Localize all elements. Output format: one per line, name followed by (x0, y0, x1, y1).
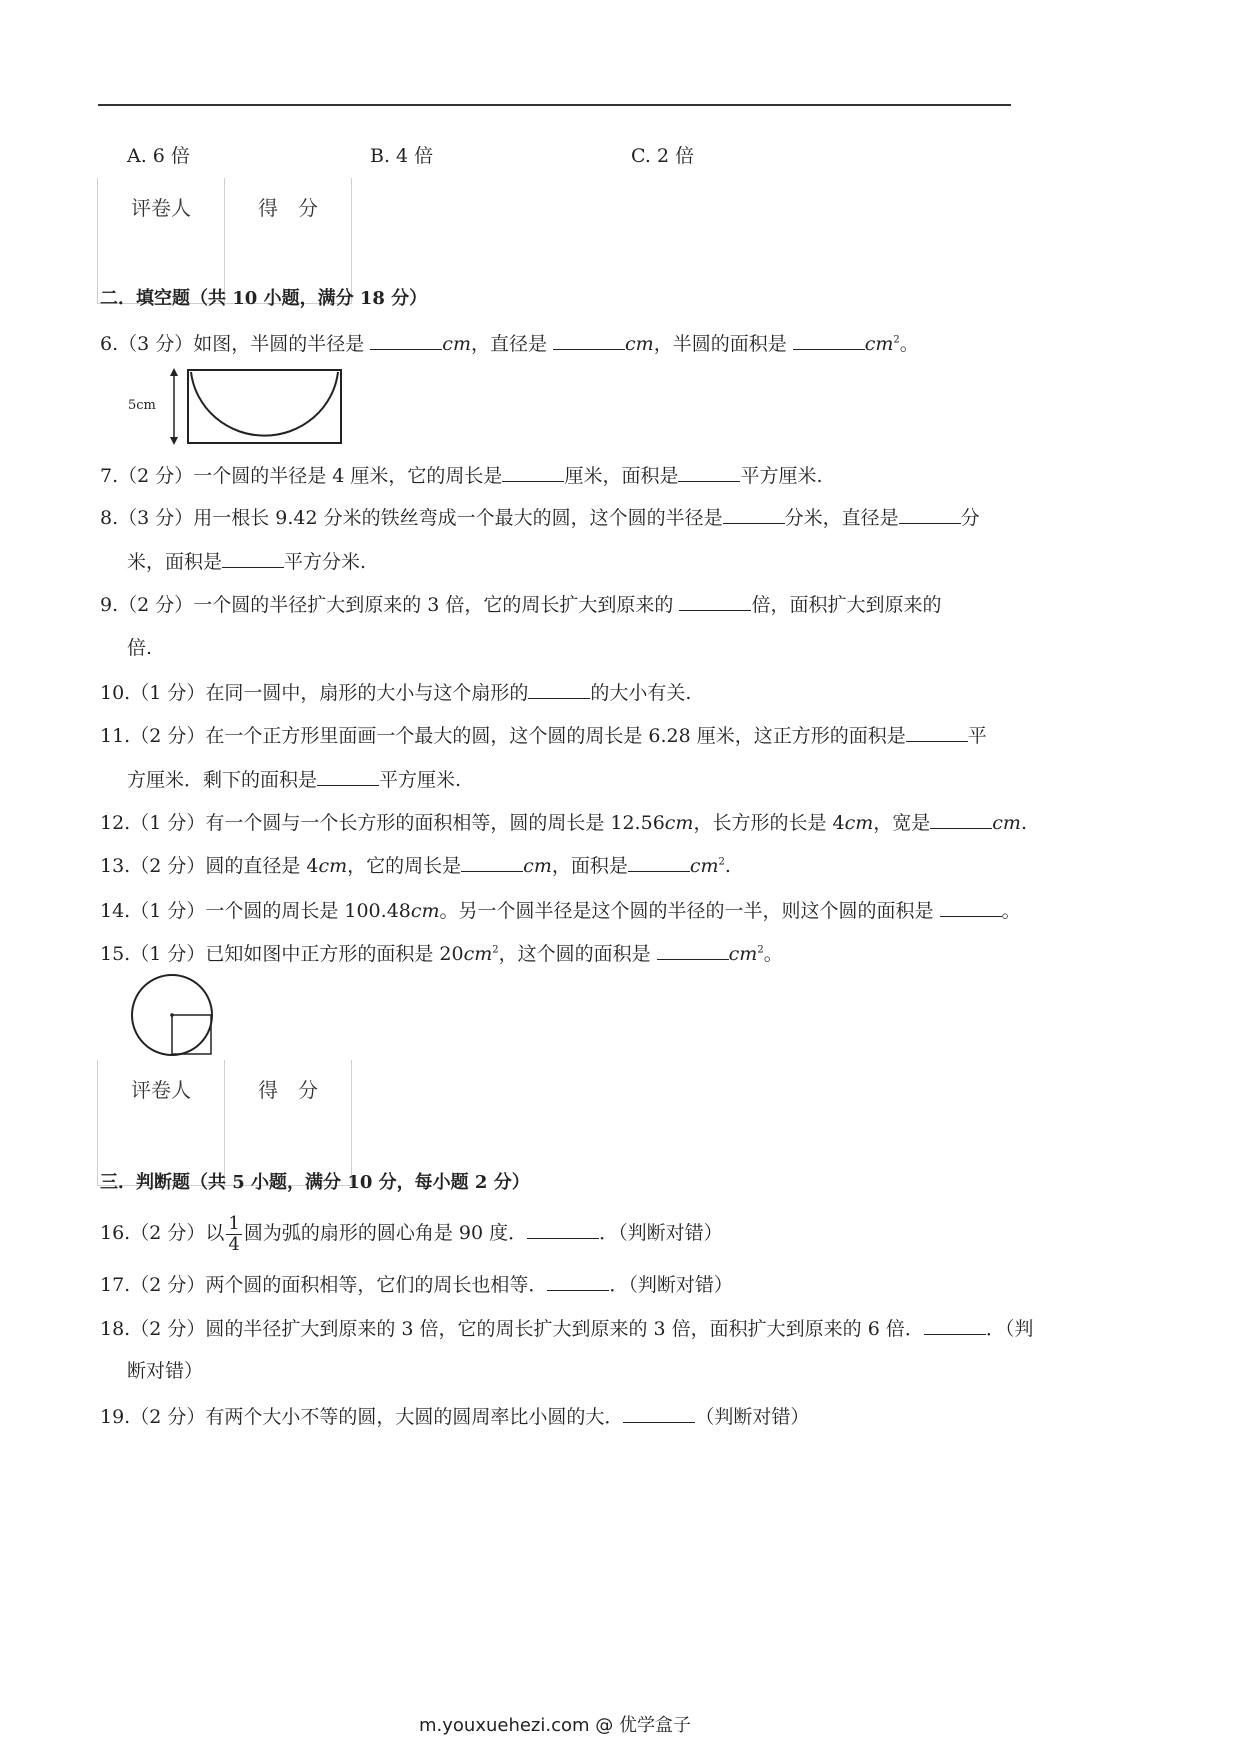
unit-exponent: 2 (757, 944, 764, 956)
question-6 (100, 331, 919, 356)
q9-text: 倍，面积扩大到原来的 (751, 594, 942, 616)
answer-blank[interactable] (553, 331, 625, 350)
q6-text: ，半圆的面积是 (653, 333, 793, 355)
q12-text: ，长方形的长是 4 (693, 812, 845, 834)
question-18-line1 (100, 1316, 1033, 1341)
answer-blank[interactable] (899, 505, 961, 524)
answer-blank[interactable] (527, 1220, 599, 1239)
question-14 (100, 898, 1021, 923)
q19-text: （判断对错） (695, 1406, 810, 1428)
reviewer-cell: 评卷人 (98, 1060, 225, 1186)
unit: cm (689, 855, 719, 877)
unit: cm (864, 333, 894, 355)
q17-text: 17.（2 分）两个圆的面积相等，它们的周长也相等． (100, 1274, 548, 1296)
q10-text: 的大小有关. (590, 682, 692, 704)
q8-text: 8.（3 分）用一根长 9.42 分米的铁丝弯成一个最大的圆，这个圆的半径是 (100, 507, 723, 529)
q8-text: 米，面积是 (127, 551, 223, 573)
q10-text: 10.（1 分）在同一圆中，扇形的大小与这个扇形的 (100, 682, 529, 704)
question-10 (100, 680, 691, 705)
q19-text: 19.（2 分）有两个大小不等的圆，大圆的圆周率比小圆的大． (100, 1406, 624, 1428)
question-9-line2: 倍. (127, 637, 153, 659)
semicircle-diagram (125, 366, 345, 448)
fraction-denominator: 4 (228, 1233, 240, 1255)
unit: cm (992, 812, 1021, 834)
q13-text: ，面积是 (551, 855, 628, 877)
q12-text: . (1020, 812, 1027, 834)
q6-text: ，直径是 (470, 333, 554, 355)
answer-blank[interactable] (793, 331, 865, 350)
question-19 (100, 1404, 809, 1429)
q14-text: 。另一个圆半径是这个圆的半径的一半，则这个圆的面积是 (439, 900, 940, 922)
q16-text: 圆为弧的扇形的圆心角是 90 度． (243, 1222, 528, 1244)
option-b: B. 4 倍 (370, 145, 434, 167)
q8-text: 平方分米. (284, 551, 367, 573)
unit: cm (664, 812, 694, 834)
answer-blank[interactable] (370, 331, 442, 350)
q7-text: 平方厘米. (740, 465, 823, 487)
q11-text: 平方厘米. (379, 769, 462, 791)
unit: cm (844, 812, 874, 834)
question-13 (100, 853, 731, 878)
answer-blank[interactable] (528, 680, 590, 699)
score-cell: 得 分 (225, 178, 352, 304)
q8-text: 分 (960, 507, 980, 529)
unit-exponent: 2 (492, 944, 499, 956)
q13-text: . (724, 855, 731, 877)
q9-text: 9.（2 分）一个圆的半径扩大到原来的 3 倍，它的周长扩大到原来的 (100, 594, 680, 616)
q18-text: 18.（2 分）圆的半径扩大到原来的 3 倍，它的周长扩大到原来的 3 倍，面积扩大到原来的 6 倍． (100, 1318, 924, 1340)
section-heading: 二．填空题（共 10 小题，满分 18 分） (100, 288, 428, 309)
q13-text: ，它的周长是 (347, 855, 462, 877)
unit: cm (625, 333, 654, 355)
unit: cm (463, 943, 493, 965)
semicircle-figure (125, 366, 345, 448)
unit: cm (410, 900, 440, 922)
q12-text: 12.（1 分）有一个圆与一个长方形的面积相等，圆的周长是 12.56 (100, 812, 665, 834)
answer-blank[interactable] (547, 1272, 609, 1291)
question-8-line1 (100, 505, 980, 530)
answer-blank[interactable] (657, 941, 729, 960)
q11-text: 平 (967, 725, 987, 747)
fraction-numerator: 1 (228, 1212, 240, 1234)
answer-blank[interactable] (628, 853, 690, 872)
unit-exponent: 2 (718, 856, 725, 868)
q6-text: 。 (899, 333, 919, 355)
answer-blank[interactable] (502, 463, 564, 482)
answer-blank[interactable] (930, 810, 992, 829)
q7-text: 厘米，面积是 (564, 465, 679, 487)
score-cell: 得 分 (225, 1060, 352, 1186)
question-7 (100, 463, 823, 488)
question-11-line1 (100, 723, 987, 748)
q12-text: ，宽是 (873, 812, 931, 834)
q13-text: 13.（2 分）圆的直径是 4 (100, 855, 319, 877)
q14-text: 。 (1001, 900, 1021, 922)
q15-text: ，这个圆的面积是 (498, 943, 657, 965)
q11-text: 11.（2 分）在一个正方形里面画一个最大的圆，这个圆的周长是 6.28 厘米，这正方形的面积是 (100, 725, 906, 747)
top-rule (98, 104, 1011, 106)
answer-blank[interactable] (623, 1404, 695, 1423)
answer-blank[interactable] (679, 592, 751, 611)
question-8-line2 (127, 549, 366, 574)
question-11-line2 (127, 767, 461, 792)
unit-exponent: 2 (893, 334, 900, 346)
answer-blank[interactable] (461, 853, 523, 872)
q17-text: ．（判断对错） (609, 1274, 733, 1296)
answer-blank[interactable] (940, 898, 1002, 917)
q15-text: 。 (763, 943, 783, 965)
answer-blank[interactable] (723, 505, 785, 524)
question-15 (100, 941, 783, 966)
score-box (97, 178, 352, 304)
q7-text: 7.（2 分）一个圆的半径是 4 厘米，它的周长是 (100, 465, 503, 487)
question-18-line2: 断对错） (127, 1360, 204, 1382)
unit: cm (523, 855, 552, 877)
option-c: C. 2 倍 (631, 145, 695, 167)
answer-blank[interactable] (317, 767, 379, 786)
q14-text: 14.（1 分）一个圆的周长是 100.48 (100, 900, 411, 922)
q6-text: 6.（3 分）如图，半圆的半径是 (100, 333, 371, 355)
figure-label: 5cm (128, 398, 156, 413)
answer-blank[interactable] (678, 463, 740, 482)
question-16 (100, 1208, 723, 1258)
answer-blank[interactable] (222, 549, 284, 568)
unit: cm (318, 855, 348, 877)
question-9-line1 (100, 592, 941, 617)
q8-text: 分米，直径是 (784, 507, 899, 529)
answer-blank[interactable] (924, 1316, 986, 1335)
question-17 (100, 1272, 733, 1297)
section-heading: 三．判断题（共 5 小题，满分 10 分，每小题 2 分） (100, 1172, 530, 1193)
q15-text: 15.（1 分）已知如图中正方形的面积是 20 (100, 943, 464, 965)
question-12 (100, 810, 1027, 835)
page-footer: m.youxuehezi.com @ 优学盒子 (418, 1715, 691, 1736)
q16-text: ．（判断对错） (599, 1222, 723, 1244)
fraction (226, 1214, 241, 1255)
unit: cm (442, 333, 471, 355)
reviewer-cell: 评卷人 (98, 178, 225, 304)
q18-text: ．（判 (985, 1318, 1034, 1340)
q16-text: 16.（2 分）以 (100, 1222, 225, 1244)
option-a: A. 6 倍 (127, 145, 190, 167)
score-box (97, 1060, 352, 1186)
circle-square-diagram (128, 972, 218, 1060)
unit: cm (728, 943, 758, 965)
q11-text: 方厘米．剩下的面积是 (127, 769, 318, 791)
answer-blank[interactable] (906, 723, 968, 742)
